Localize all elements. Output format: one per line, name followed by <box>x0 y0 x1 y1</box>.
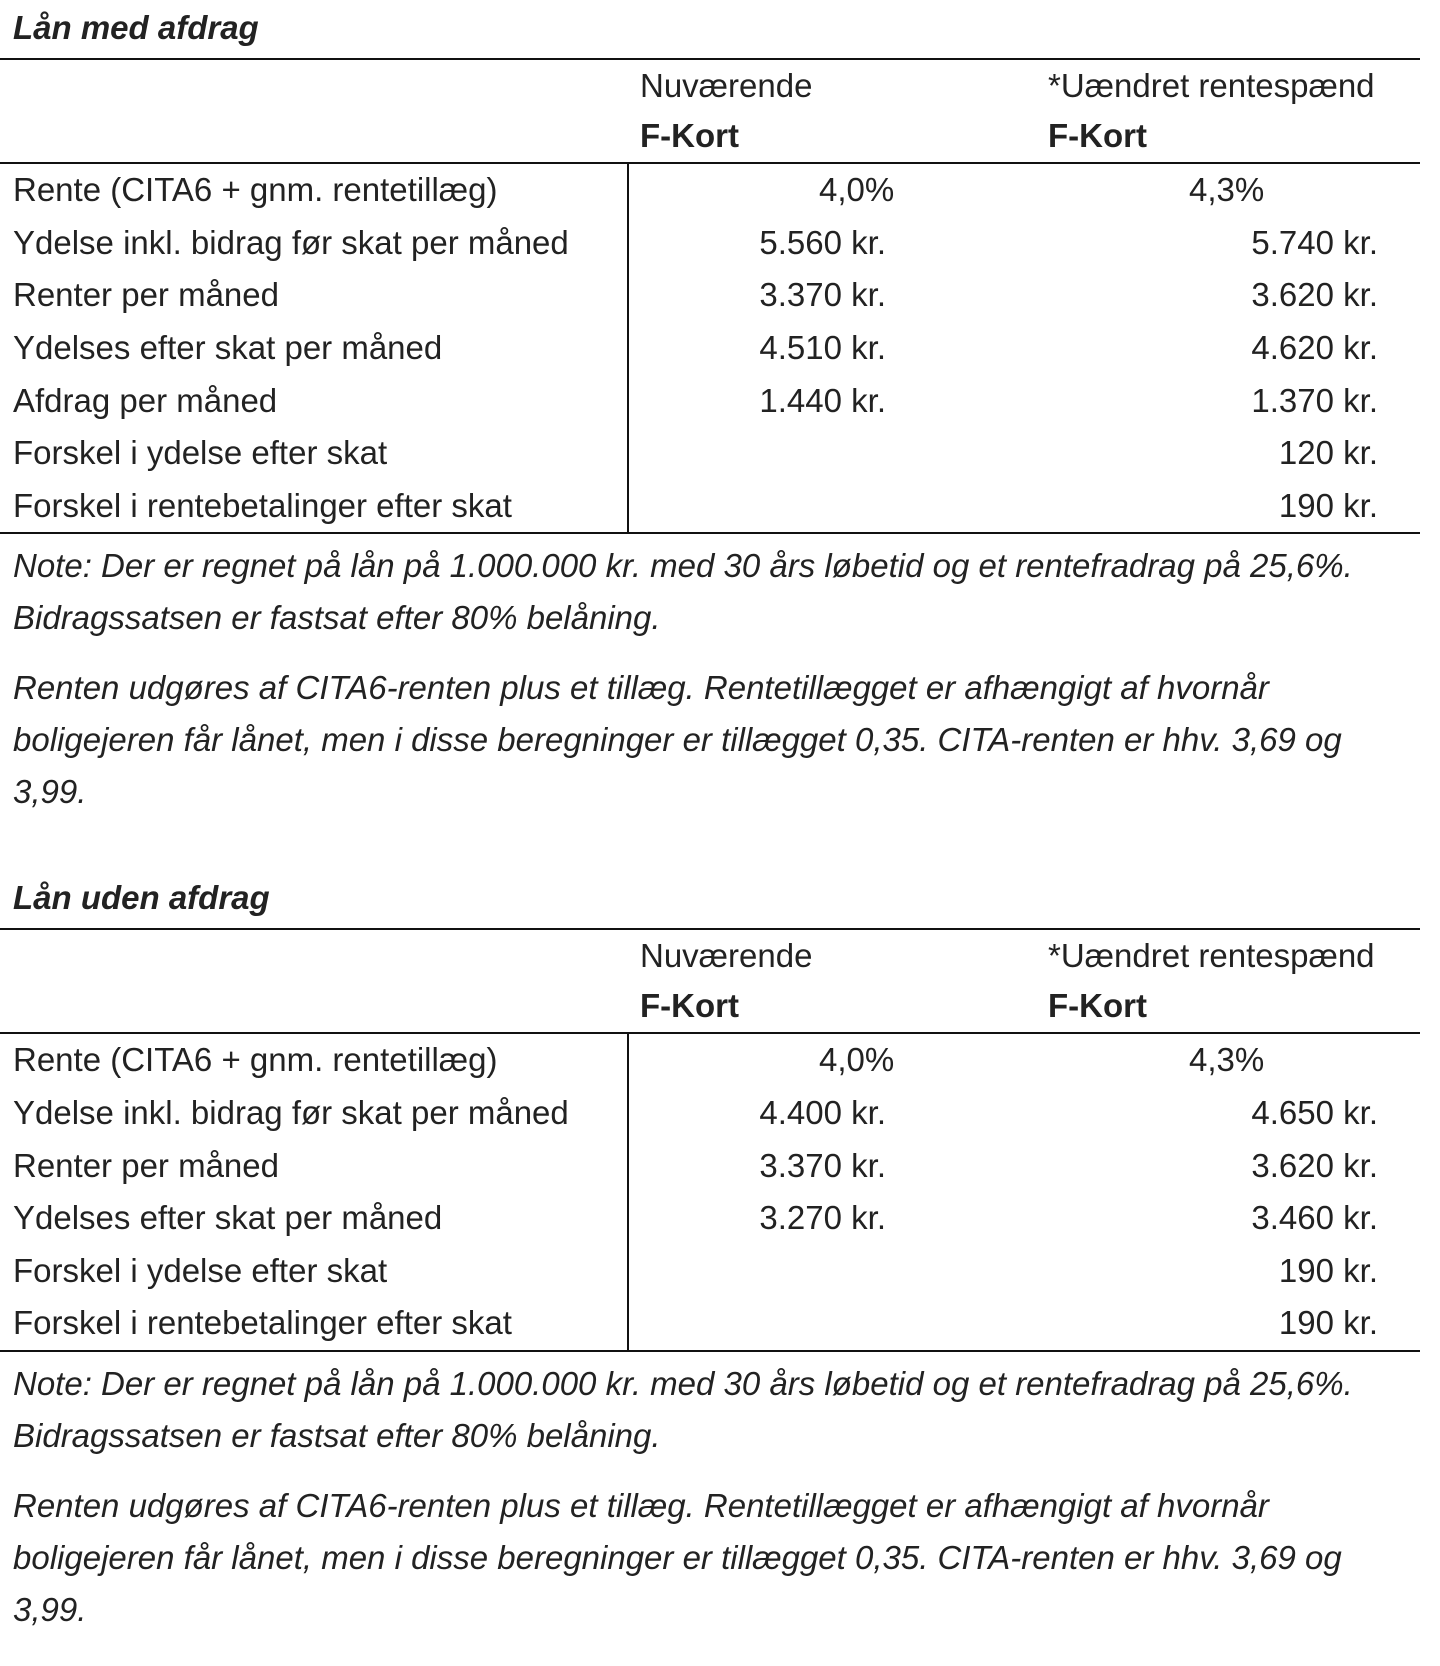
table-footnote: Renten udgøres af CITA6-renten plus et tillæg. Rentetillægget er afhængigt af hvornår boligejeren får lånet, men i disse beregninger er tillægget 0,35. CITA-renten er hhv. 3,69 og 3,99. <box>13 669 1342 811</box>
row-label: Forskel i ydelse efter skat <box>0 1245 628 1298</box>
table-row <box>0 374 1420 427</box>
table-header-row <box>0 59 1420 112</box>
loan-section-without-amortization <box>0 870 1420 1636</box>
table-row <box>0 1297 1420 1351</box>
table-note: Note: Der er regnet på lån på 1.000.000 kr. med 30 års løbetid og et rentefradrag på 25,6%. Bidragssatsen er fastsat efter 80% belåning. <box>13 547 1353 637</box>
row-label: Ydelse inkl. bidrag før skat per måned <box>0 1087 628 1140</box>
table-row <box>0 480 1420 534</box>
table-footnote: Renten udgøres af CITA6-renten plus et tillæg. Rentetillægget er afhængigt af hvornår boligejeren får lånet, men i disse beregninger er tillægget 0,35. CITA-renten er hhv. 3,69 og 3,99. <box>13 1486 1342 1628</box>
row-value-current: 1.440 kr. <box>759 381 886 419</box>
table-row <box>0 1192 1420 1245</box>
header-unchanged-product: F-Kort <box>1038 982 1420 1033</box>
table-row <box>0 269 1420 322</box>
row-value-current: 3.270 kr. <box>759 1199 886 1237</box>
row-label: Forskel i ydelse efter skat <box>0 427 628 480</box>
row-value-current: 4,0% <box>819 171 895 209</box>
row-value-current <box>628 427 1038 480</box>
header-unchanged-label: *Uændret rentespænd <box>1038 59 1420 112</box>
row-value-unchanged: 4.650 kr. <box>1251 1094 1378 1132</box>
row-value-unchanged: 4,3% <box>1189 1041 1265 1079</box>
header-current-label: Nuværende <box>628 59 1038 112</box>
row-value-unchanged: 3.460 kr. <box>1251 1199 1378 1237</box>
table-subheader-row <box>0 112 1420 163</box>
header-current-label: Nuværende <box>628 929 1038 982</box>
table-row <box>0 322 1420 375</box>
section-spacer <box>0 818 1420 870</box>
loan-table <box>0 928 1420 1352</box>
header-empty-cell <box>0 112 628 163</box>
row-value-unchanged: 4,3% <box>1189 171 1265 209</box>
section-title: Lån uden afdrag <box>13 879 270 917</box>
row-value-unchanged: 4.620 kr. <box>1251 329 1378 367</box>
row-value-unchanged: 3.620 kr. <box>1251 1146 1378 1184</box>
row-value-current <box>628 480 1038 534</box>
loan-section-with-amortization <box>0 0 1420 818</box>
header-current-product: F-Kort <box>628 982 1038 1033</box>
table-row <box>0 163 1420 217</box>
row-value-current: 5.560 kr. <box>759 223 886 261</box>
row-label: Ydelse inkl. bidrag før skat per måned <box>0 217 628 270</box>
row-value-unchanged: 120 kr. <box>1278 434 1378 472</box>
header-empty-cell <box>0 982 628 1033</box>
header-empty-cell <box>0 59 628 112</box>
row-label: Renter per måned <box>0 1139 628 1192</box>
row-value-current <box>628 1245 1038 1298</box>
row-value-current: 4,0% <box>819 1041 895 1079</box>
table-row <box>0 1139 1420 1192</box>
row-label: Ydelses efter skat per måned <box>0 1192 628 1245</box>
row-label: Renter per måned <box>0 269 628 322</box>
table-row <box>0 217 1420 270</box>
table-row <box>0 1245 1420 1298</box>
header-unchanged-label: *Uændret rentespænd <box>1038 929 1420 982</box>
table-row <box>0 1087 1420 1140</box>
row-value-current: 4.400 kr. <box>759 1094 886 1132</box>
table-row <box>0 1033 1420 1087</box>
table-note: Note: Der er regnet på lån på 1.000.000 kr. med 30 års løbetid og et rentefradrag på 25,6%. Bidragssatsen er fastsat efter 80% belåning. <box>13 1364 1353 1454</box>
row-label: Forskel i rentebetalinger efter skat <box>0 480 628 534</box>
header-unchanged-product: F-Kort <box>1038 112 1420 163</box>
table-row <box>0 427 1420 480</box>
row-value-unchanged: 190 kr. <box>1038 480 1420 534</box>
header-current-product: F-Kort <box>628 112 1038 163</box>
row-label: Rente (CITA6 + gnm. rentetillæg) <box>0 1033 628 1087</box>
row-label: Forskel i rentebetalinger efter skat <box>0 1297 628 1351</box>
row-value-unchanged: 5.740 kr. <box>1251 223 1378 261</box>
row-label: Ydelses efter skat per måned <box>0 322 628 375</box>
row-value-current <box>628 1297 1038 1351</box>
row-value-current: 4.510 kr. <box>759 329 886 367</box>
row-label: Afdrag per måned <box>0 374 628 427</box>
header-empty-cell <box>0 929 628 982</box>
row-value-unchanged: 1.370 kr. <box>1251 381 1378 419</box>
table-header-row <box>0 929 1420 982</box>
row-value-unchanged: 3.620 kr. <box>1251 276 1378 314</box>
section-title: Lån med afdrag <box>13 9 259 46</box>
row-label: Rente (CITA6 + gnm. rentetillæg) <box>0 163 628 217</box>
table-subheader-row <box>0 982 1420 1033</box>
loan-table <box>0 58 1420 534</box>
row-value-current: 3.370 kr. <box>759 1146 886 1184</box>
row-value-current: 3.370 kr. <box>759 276 886 314</box>
row-value-unchanged: 190 kr. <box>1278 1251 1378 1289</box>
row-value-unchanged: 190 kr. <box>1038 1297 1420 1351</box>
